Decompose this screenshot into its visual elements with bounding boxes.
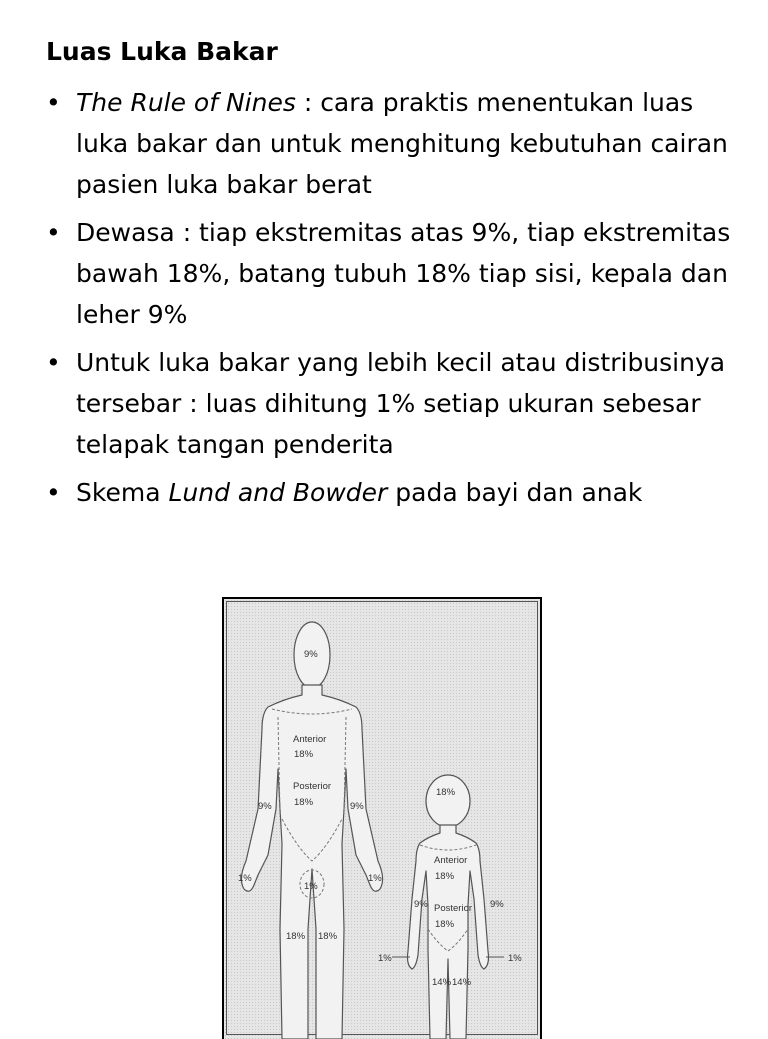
child-posterior-label: Posterior [434, 903, 473, 914]
child-leg-left-label: 14% [432, 977, 452, 988]
child-leg-right-label: 14% [452, 977, 472, 988]
slide-title: Luas Luka Bakar [46, 37, 278, 66]
bullet-text-italic: Lund and Bowder [168, 478, 388, 507]
child-hand-right-label: 1% [508, 953, 522, 964]
bullet-luka-kecil [46, 342, 736, 465]
adult-groin-label: 1% [304, 881, 318, 892]
bullet-text: Untuk luka bakar yang lebih kecil atau distribusinya tersebar : luas dihitung 1% setiap ukuran sebesar telapak tangan penderita [76, 348, 726, 459]
adult-anterior-value: 18% [294, 749, 314, 760]
bullet-marker: • [46, 478, 61, 507]
bullet-dewasa [46, 212, 736, 335]
child-anterior-value: 18% [435, 871, 455, 882]
child-hand-left-label: 1% [378, 953, 392, 964]
adult-head-label: 9% [304, 649, 318, 660]
adult-figure [241, 622, 382, 1039]
child-head-label: 18% [436, 787, 456, 798]
bullet-text-italic: The Rule of Nines [76, 88, 296, 117]
child-posterior-value: 18% [435, 919, 455, 930]
adult-arm-left-label: 9% [258, 801, 272, 812]
adult-posterior-label: Posterior [293, 781, 332, 792]
adult-posterior-value: 18% [294, 797, 314, 808]
adult-hand-right-label: 1% [368, 873, 382, 884]
adult-hand-left-label: 1% [238, 873, 252, 884]
child-anterior-label: Anterior [434, 855, 468, 866]
adult-leg-right-label: 18% [318, 931, 338, 942]
body-diagram [224, 599, 540, 1039]
bullet-rule-of-nines [46, 82, 736, 205]
bullet-marker: • [46, 88, 61, 117]
bullet-marker: • [46, 218, 61, 247]
bullet-text: Dewasa : tiap ekstremitas atas 9%, tiap ekstremitas bawah 18%, batang tubuh 18% tiap sisi, kepala dan leher 9% [76, 218, 731, 329]
adult-arm-right-label: 9% [350, 801, 364, 812]
bullet-marker: • [46, 348, 61, 377]
adult-leg-left-label: 18% [286, 931, 306, 942]
bullet-text: : cara praktis menentukan luas luka bakar dan untuk menghitung kebutuhan cairan pasien luka bakar berat [76, 88, 728, 199]
child-arm-left-label: 9% [414, 899, 428, 910]
bullet-lund-bowder [46, 472, 736, 513]
child-head [426, 775, 470, 827]
bullet-text: pada bayi dan anak [387, 478, 643, 507]
adult-anterior-label: Anterior [293, 734, 327, 745]
child-arm-right-label: 9% [490, 899, 504, 910]
bullet-list [46, 82, 736, 520]
bullet-text: Skema [76, 478, 169, 507]
rule-of-nines-figure [222, 597, 542, 1039]
